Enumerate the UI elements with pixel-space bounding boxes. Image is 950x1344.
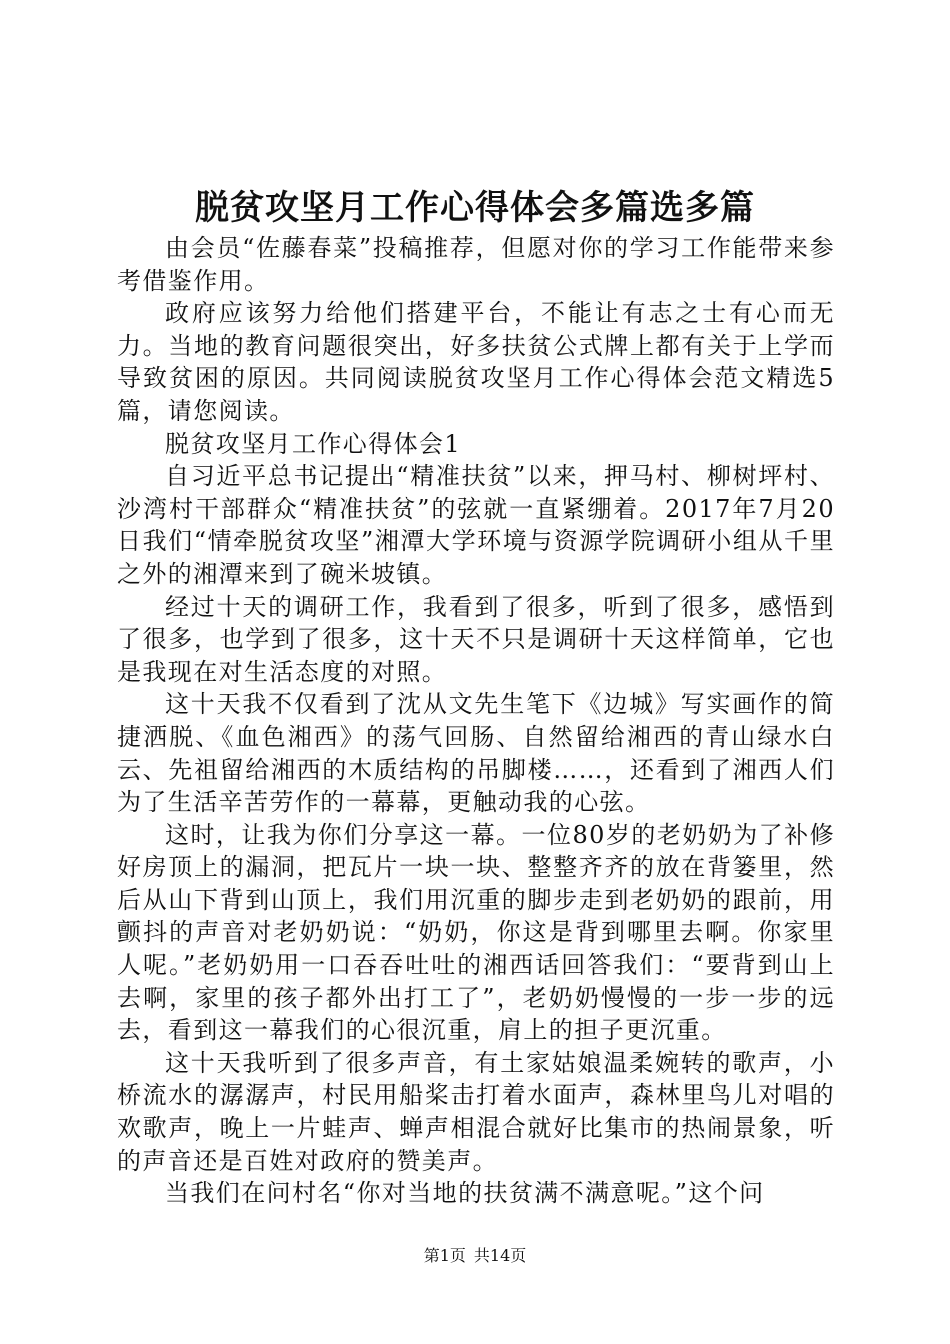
paragraph: 这十天我不仅看到了沈从文先生笔下《边城》写实画作的简捷洒脱、《血色湘西》的荡气回肠、自然留给湘西的青山绿水白云、先祖留给湘西的木质结构的吊脚楼……，还看到了湘西人们为了生活辛苦劳作的一幕幕，更触动我的心弦。 bbox=[117, 690, 835, 817]
document-title: 脱贫攻坚月工作心得体会多篇选多篇 bbox=[195, 188, 755, 228]
paragraph: 当我们在问村名“你对当地的扶贫满不满意呢。”这个问 bbox=[165, 1179, 765, 1208]
paragraph: 由会员“佐藤春菜”投稿推荐，但愿对你的学习工作能带来参考借鉴作用。 bbox=[117, 234, 835, 295]
paragraph: 这时，让我为你们分享这一幕。一位80岁的老奶奶为了补修好房顶上的漏洞，把瓦片一块一块、整整齐齐的放在背篓里，然后从山下背到山顶上，我们用沉重的脚步走到老奶奶的跟前，用颤抖的声音对老奶奶说：“奶奶，你这是背到哪里去啊。你家里人呢。”老奶奶用一口吞吞吐吐的湘西话回答我们：“要背到山上去啊，家里的孩子都外出打工了”，老奶奶慢慢的一步一步的远去，看到这一幕我们的心很沉重，肩上的担子更沉重。 bbox=[117, 820, 835, 1045]
section-heading: 脱贫攻坚月工作心得体会1 bbox=[165, 429, 462, 458]
paragraph: 这十天我听到了很多声音，有土家姑娘温柔婉转的歌声，小桥流水的潺潺声，村民用船桨击打着水面声，森林里鸟儿对唱的欢歌声，晚上一片蛙声、蝉声相混合就好比集市的热闹景象，听的声音还是百姓对政府的赞美声。 bbox=[117, 1048, 835, 1175]
paragraph: 经过十天的调研工作，我看到了很多，听到了很多，感悟到了很多，也学到了很多，这十天不只是调研十天这样简单，它也是我现在对生活态度的对照。 bbox=[117, 592, 835, 686]
document-body bbox=[117, 232, 835, 1210]
paragraph: 自习近平总书记提出“精准扶贫”以来，押马村、柳树坪村、沙湾村干部群众“精准扶贫”的弦就一直紧绷着。2017年7月20日我们“情牵脱贫攻坚”湘潭大学环境与资源学院调研小组从千里之外的湘潭来到了碗米坡镇。 bbox=[117, 462, 835, 588]
paragraph: 政府应该努力给他们搭建平台，不能让有志之士有心而无力。当地的教育问题很突出，好多扶贫公式牌上都有关于上学而导致贫困的原因。共同阅读脱贫攻坚月工作心得体会范文精选5篇，请您阅读。 bbox=[117, 299, 835, 425]
page-number: 第1页 bbox=[423, 1246, 466, 1265]
page-footer bbox=[0, 1245, 950, 1267]
page-total: 共14页 bbox=[473, 1246, 527, 1265]
